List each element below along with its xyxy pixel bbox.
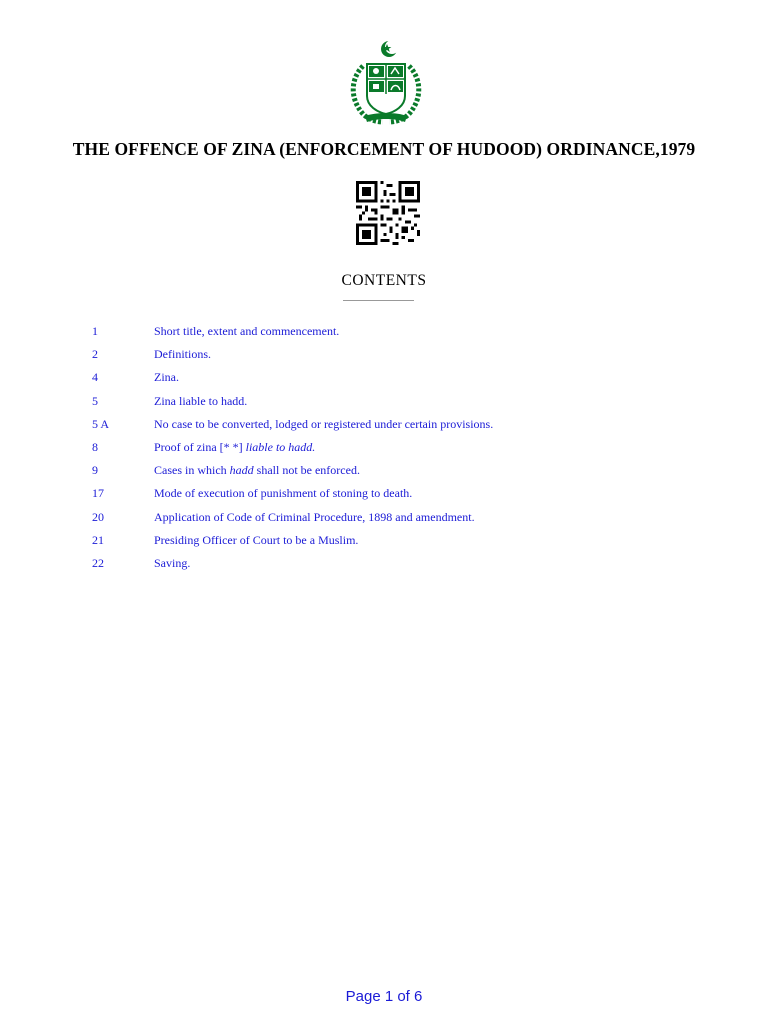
toc-item-number[interactable]: 17 (92, 486, 104, 501)
toc-item-title[interactable]: Saving. (154, 555, 191, 570)
document-title: THE OFFENCE OF ZINA (ENFORCEMENT OF HUDOOD) ORDINANCE,1979 (72, 139, 696, 159)
toc-item[interactable] (0, 531, 768, 554)
toc-item-title[interactable]: Zina liable to hadd. (154, 393, 248, 408)
toc-item[interactable] (0, 322, 768, 345)
toc-item-title[interactable]: Zina. (154, 370, 179, 385)
toc-item-number[interactable]: 8 (92, 439, 98, 454)
toc-item[interactable] (0, 461, 768, 484)
toc-item-number[interactable]: 4 (92, 370, 98, 385)
toc-item-number[interactable]: 22 (92, 555, 104, 570)
qr-code-icon[interactable] (356, 181, 420, 245)
toc-item-number[interactable]: 5 (92, 393, 98, 408)
toc-item[interactable] (0, 554, 768, 577)
toc-item-title-emphasis: hadd (229, 463, 254, 478)
toc-item-title-text: shall not be enforced. (253, 463, 360, 478)
toc-item[interactable] (0, 392, 768, 415)
toc-item-title[interactable]: No case to be converted, lodged or registered under certain provisions. (154, 416, 494, 431)
toc-item-number[interactable]: 9 (92, 463, 98, 478)
toc-item-title-text: Cases in which (154, 463, 230, 478)
toc-item[interactable] (0, 508, 768, 531)
toc-item-number[interactable]: 20 (92, 509, 104, 524)
toc-item[interactable] (0, 415, 768, 438)
page-number: Page 1 of 6 (345, 988, 423, 1005)
contents-divider (343, 300, 414, 301)
toc-item-title-text: Proof of zina [* *] (154, 439, 246, 454)
toc-item-number[interactable]: 21 (92, 532, 104, 547)
toc-item[interactable] (0, 345, 768, 368)
toc-item-title[interactable]: Mode of execution of punishment of stoning to death. (154, 486, 413, 501)
toc-item-number[interactable]: 2 (92, 347, 98, 362)
toc-item-title[interactable] (154, 463, 360, 478)
toc-item-title-emphasis: liable to hadd. (245, 439, 316, 454)
contents-heading: CONTENTS (341, 272, 427, 289)
toc-item-title[interactable]: Definitions. (154, 347, 211, 362)
toc-item[interactable] (0, 484, 768, 507)
toc-item-title[interactable]: Short title, extent and commencement. (154, 324, 340, 338)
table-of-contents (0, 322, 768, 577)
toc-item[interactable] (0, 368, 768, 391)
toc-item[interactable] (0, 438, 768, 461)
toc-item-number[interactable]: 5 A (92, 416, 110, 431)
toc-item-title[interactable] (154, 440, 315, 455)
pakistan-state-emblem-icon (343, 38, 429, 128)
toc-item-title[interactable]: Presiding Officer of Court to be a Muslim. (154, 532, 359, 547)
toc-item-title[interactable]: Application of Code of Criminal Procedure, 1898 and amendment. (154, 509, 475, 524)
toc-item-number[interactable]: 1 (92, 324, 98, 338)
